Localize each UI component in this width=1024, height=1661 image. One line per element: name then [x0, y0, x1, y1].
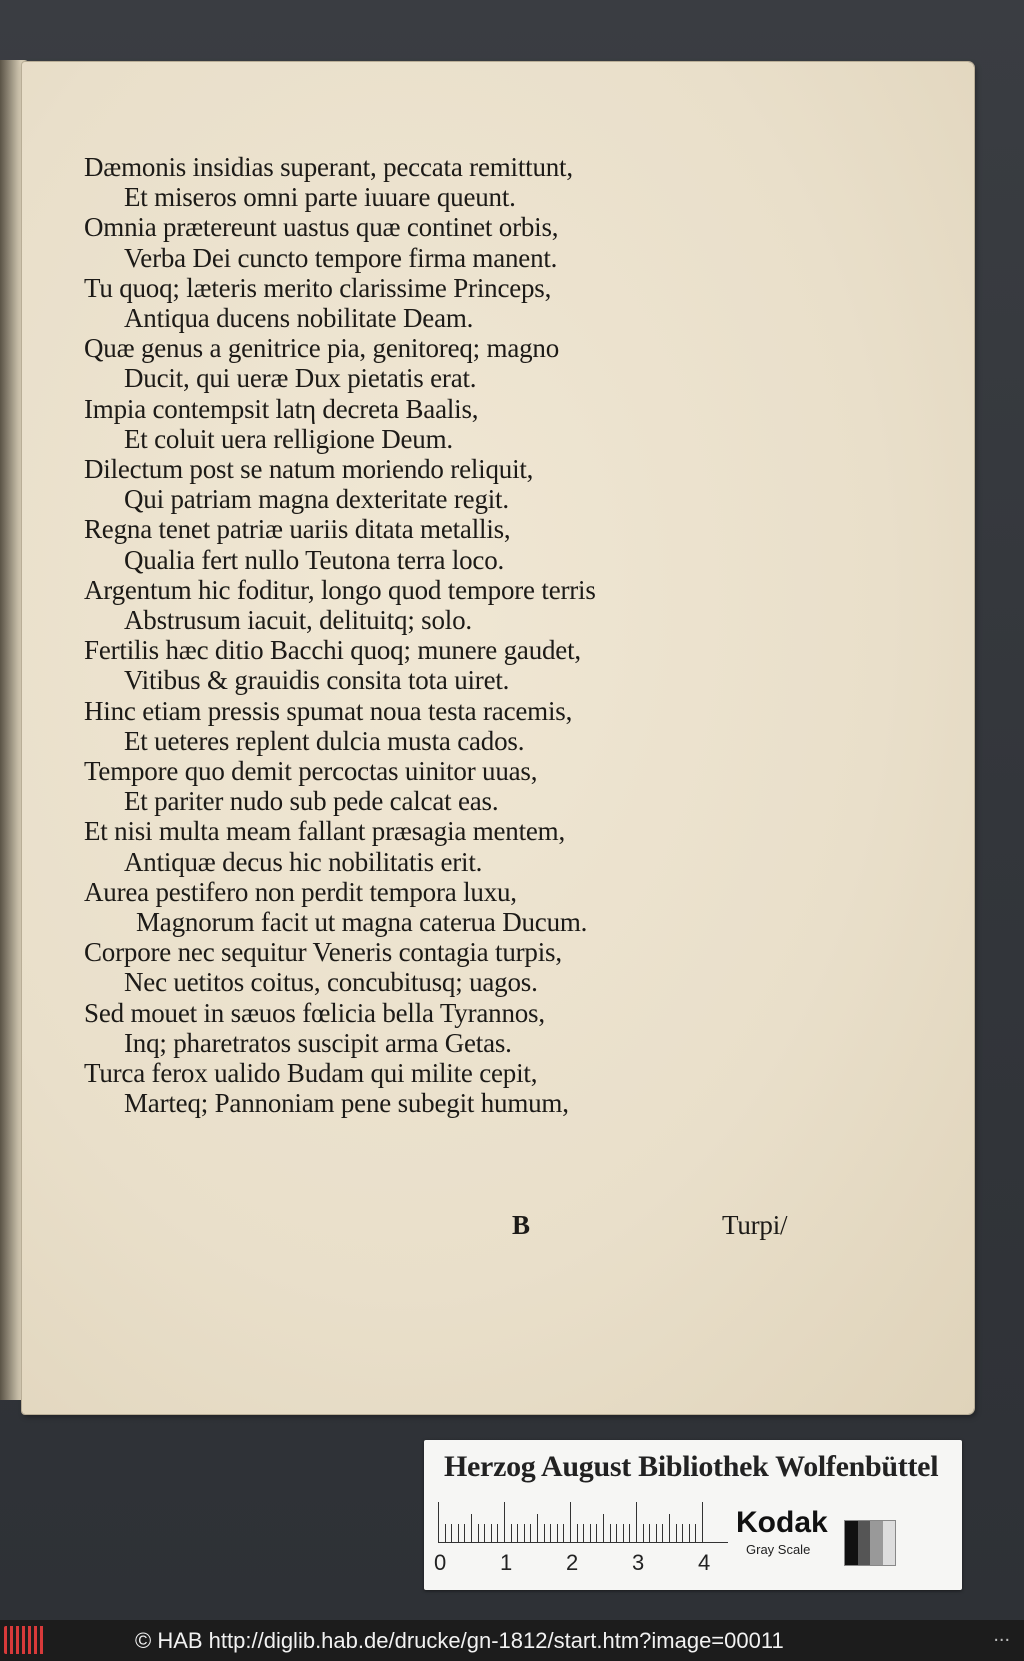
ruler-tick	[623, 1524, 624, 1542]
ruler-tick	[530, 1524, 531, 1542]
verse-line: Turca ferox ualido Budam qui milite cepit,	[84, 1058, 538, 1089]
ruler-tick	[695, 1524, 696, 1542]
verse-line: Magnorum facit ut magna caterua Ducum.	[136, 907, 588, 938]
ruler-tick	[636, 1502, 637, 1542]
ruler-tick	[491, 1524, 492, 1542]
copyright-url[interactable]: © HAB http://diglib.hab.de/drucke/gn-1812/start.htm?image=00011	[135, 1628, 784, 1653]
ruler-number: 3	[632, 1550, 645, 1575]
verse-line: Dilectum post se natum moriendo reliquit,	[84, 454, 534, 485]
verse-line: Hinc etiam pressis spumat noua testa racemis,	[84, 695, 573, 726]
ruler-tick	[649, 1524, 650, 1542]
ruler-tick	[511, 1524, 512, 1542]
ruler-tick	[702, 1502, 703, 1542]
more-options-icon[interactable]: ...	[993, 1624, 1010, 1646]
ruler-tick	[537, 1514, 538, 1542]
color-scale-card	[424, 1440, 962, 1590]
verse-line: Antiquæ decus hic nobilitatis erit.	[124, 846, 483, 877]
verse-line: Aurea pestifero non perdit tempora luxu,	[84, 876, 517, 907]
verse-line: Omnia prætereunt uastus quæ continet orbis,	[84, 212, 559, 243]
verse-line: Fertilis hæc ditio Bacchi quoq; munere gaudet,	[84, 635, 581, 666]
hab-logo-icon[interactable]	[4, 1626, 46, 1654]
verse-line: Et ueteres replent dulcia musta cados.	[124, 725, 525, 756]
ruler-tick	[643, 1524, 644, 1542]
verse-line: Et miseros omni parte iuuare queunt.	[124, 182, 516, 213]
ruler-tick	[676, 1524, 677, 1542]
ruler-tick	[583, 1524, 584, 1542]
ruler-number: 4	[698, 1550, 711, 1575]
ruler-tick	[471, 1514, 472, 1542]
signature-mark: B	[512, 1210, 530, 1240]
ruler-tick	[656, 1524, 657, 1542]
verse-line: Et nisi multa meam fallant præsagia mentem,	[84, 816, 566, 847]
ruler-number: 1	[500, 1550, 513, 1575]
kodak-logo: Kodak	[736, 1506, 828, 1539]
verse-line: Abstrusum iacuit, delituitq; solo.	[124, 605, 472, 636]
ruler-tick	[445, 1524, 446, 1542]
ruler-tick	[524, 1524, 525, 1542]
ruler-tick	[610, 1524, 611, 1542]
poem-text	[84, 152, 764, 1119]
ruler-tick	[577, 1524, 578, 1542]
ruler-tick	[464, 1524, 465, 1542]
ruler-tick	[478, 1524, 479, 1542]
verse-line: Antiqua ducens nobilitate Deam.	[124, 303, 474, 334]
verse-line: Tu quoq; læteris merito clarissime Princeps,	[84, 272, 552, 303]
ruler-number: 2	[566, 1550, 579, 1575]
ruler-tick	[484, 1524, 485, 1542]
footer-bar	[0, 1620, 1024, 1661]
ruler-tick	[590, 1524, 591, 1542]
verse-line: Impia contempsit latη decreta Baalis,	[84, 393, 479, 424]
verse-line: Tempore quo demit percoctas uinitor uuas,	[84, 756, 538, 787]
ruler-tick	[451, 1524, 452, 1542]
verse-line: Dæmonis insidias superant, peccata remittunt,	[84, 152, 573, 182]
ruler-tick	[689, 1524, 690, 1542]
library-name: Herzog August Bibliothek Wolfenbüttel	[444, 1450, 939, 1483]
verse-line: Regna tenet patriæ uariis ditata metallis,	[84, 514, 511, 545]
verse-line: Et coluit uera relligione Deum.	[124, 423, 453, 454]
ruler-tick	[497, 1524, 498, 1542]
verse-line: Qualia fert nullo Teutona terra loco.	[124, 544, 505, 575]
verse-line: Marteq; Pannoniam pene subegit humum,	[124, 1088, 569, 1119]
page-footer-line	[84, 1210, 788, 1242]
verse-line: Vitibus & grauidis consita tota uiret.	[124, 665, 510, 696]
verse-line: Et pariter nudo sub pede calcat eas.	[124, 786, 499, 817]
ruler-tick	[550, 1524, 551, 1542]
verse-line: Inq; pharetratos suscipit arma Getas.	[124, 1027, 512, 1058]
ruler-tick	[669, 1514, 670, 1542]
ruler-tick	[603, 1514, 604, 1542]
ruler-tick	[563, 1524, 564, 1542]
verse-line: Sed mouet in sæuos fœlicia bella Tyrannos,	[84, 997, 545, 1028]
verse-line: Ducit, qui ueræ Dux pietatis erat.	[124, 363, 477, 394]
ruler-tick	[570, 1502, 571, 1542]
verse-line: Nec uetitos coitus, concubitusq; uagos.	[124, 967, 538, 998]
measurement-ruler	[438, 1500, 728, 1543]
ruler-tick	[629, 1524, 630, 1542]
ruler-tick	[662, 1524, 663, 1542]
ruler-tick	[682, 1524, 683, 1542]
ruler-tick	[458, 1524, 459, 1542]
verse-line: Corpore nec sequitur Veneris contagia turpis,	[84, 937, 562, 968]
gray-scale-label: Gray Scale	[746, 1542, 811, 1557]
ruler-tick	[596, 1524, 597, 1542]
catchword: Turpi/	[722, 1210, 788, 1240]
ruler-tick	[616, 1524, 617, 1542]
ruler-tick	[557, 1524, 558, 1542]
ruler-tick	[544, 1524, 545, 1542]
verse-line: Quæ genus a genitrice pia, genitoreq; magno	[84, 333, 560, 364]
verse-line: Argentum hic foditur, longo quod tempore terris	[84, 574, 596, 605]
ruler-number: 0	[434, 1550, 447, 1575]
ruler-tick	[517, 1524, 518, 1542]
verse-line: Qui patriam magna dexteritate regit.	[124, 484, 509, 515]
verse-line: Verba Dei cuncto tempore firma manent.	[124, 242, 558, 273]
ruler-tick	[438, 1502, 439, 1542]
gray-swatch	[844, 1520, 896, 1566]
ruler-tick	[504, 1502, 505, 1542]
book-page	[22, 62, 974, 1414]
